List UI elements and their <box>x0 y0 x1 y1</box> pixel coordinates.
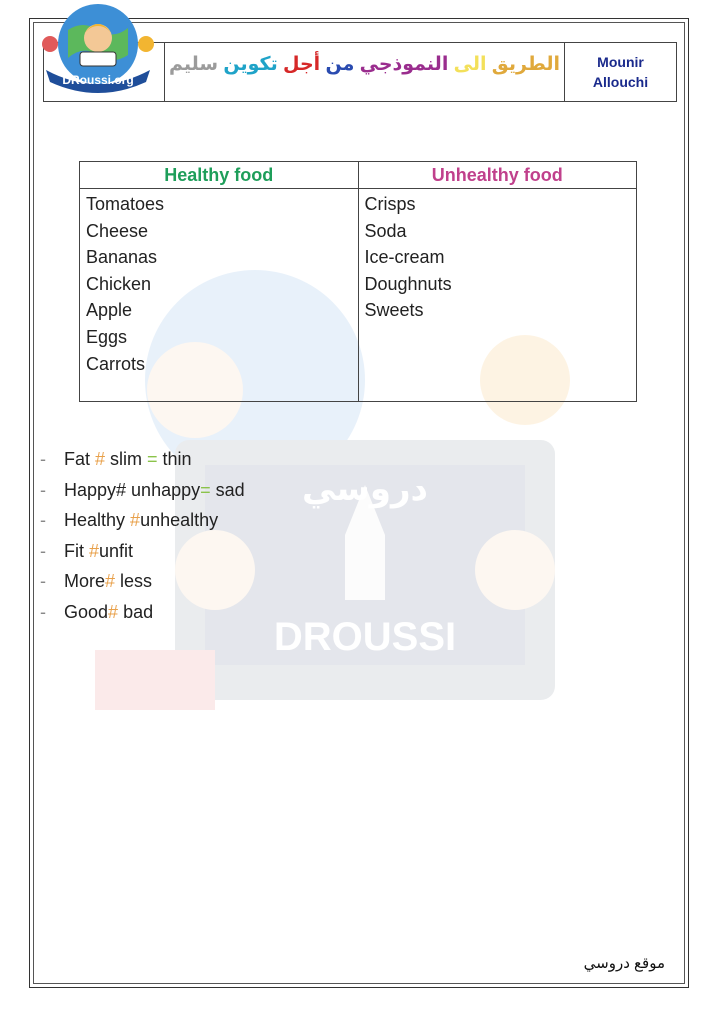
opposite-word: Fat <box>64 449 96 469</box>
list-dash: - <box>40 540 46 561</box>
opposite-symbol: # <box>108 601 119 622</box>
opposite-word: unhealthy <box>140 510 219 531</box>
synonym-symbol: = <box>200 479 211 500</box>
header-title <box>165 43 565 101</box>
opposite-word: More <box>64 571 106 592</box>
list-dash: - <box>40 510 46 531</box>
healthy-food-item: Tomatoes <box>86 194 165 214</box>
opposite-pair-text <box>64 505 218 536</box>
opposite-word: Good <box>64 601 109 622</box>
opposite-pair-text <box>64 566 152 597</box>
opposite-symbol: # <box>95 449 106 469</box>
opposite-word: Fit <box>64 540 89 561</box>
watermark-latin: DROUSSI <box>273 615 457 659</box>
opposite-word: unfit <box>99 540 134 561</box>
title-segment: من <box>320 53 355 75</box>
synonym-symbol: = <box>147 449 158 469</box>
opposite-word: less <box>115 571 153 592</box>
opposite-pair <box>40 505 440 536</box>
logo-text: DRoussi.org <box>62 73 134 87</box>
healthy-food-item: Bananas <box>86 247 158 268</box>
opposite-pair <box>40 475 440 506</box>
watermark-books <box>95 650 215 710</box>
healthy-food-item: Eggs <box>86 326 128 347</box>
logo-child-face-icon <box>84 24 112 52</box>
opposite-word: sad <box>210 479 245 500</box>
title-segment: الى <box>448 53 487 75</box>
opposite-pair <box>40 566 440 597</box>
list-dash: - <box>40 601 46 622</box>
title-segment: أجل <box>277 53 321 75</box>
title-segment: سليم <box>169 53 219 75</box>
header-author <box>565 43 676 101</box>
author-first-name: Mounir <box>597 54 644 70</box>
unhealthy-food-header: Unhealthy food <box>431 164 563 185</box>
unhealthy-food-item: Doughnuts <box>364 273 452 294</box>
watermark-child-right <box>475 530 555 610</box>
unhealthy-food-item: Ice-cream <box>364 247 445 268</box>
healthy-food-item: Apple <box>86 300 133 321</box>
opposite-pair-text <box>64 536 133 567</box>
unhealthy-food-item: Soda <box>364 220 407 241</box>
opposite-word: thin <box>157 449 192 469</box>
opposite-pair <box>40 597 440 628</box>
opposite-word: Happy# unhappy <box>64 479 201 500</box>
food-table-header <box>80 162 636 189</box>
unhealthy-food-item: Sweets <box>364 300 424 321</box>
droussi-logo <box>28 0 168 98</box>
opposite-symbol: # <box>130 510 141 531</box>
list-dash: - <box>40 479 46 500</box>
logo-kid-right-icon <box>138 36 154 52</box>
healthy-food-item: Chicken <box>86 273 152 294</box>
opposite-word: bad <box>118 601 154 622</box>
watermark-arabic: دروسي <box>302 469 428 509</box>
author-last-name: Allouchi <box>592 74 649 90</box>
title-segment: النموذجي <box>354 53 449 75</box>
opposite-pair-text <box>64 475 245 506</box>
opposites-list <box>40 444 440 628</box>
opposite-symbol: # <box>105 571 116 592</box>
list-dash: - <box>40 449 46 469</box>
unhealthy-food-item: Crisps <box>364 194 416 214</box>
healthy-food-column <box>80 189 359 401</box>
opposite-word: slim <box>105 449 148 469</box>
opposite-pair-text <box>64 444 192 475</box>
footer-site-name: موقع دروسي <box>583 955 665 972</box>
opposite-symbol: # <box>89 540 100 561</box>
healthy-food-item: Cheese <box>86 220 149 241</box>
logo-book-icon <box>80 52 116 66</box>
healthy-food-item: Carrots <box>86 353 146 374</box>
food-table-body <box>80 189 636 401</box>
opposite-pair-text <box>64 597 153 628</box>
list-dash: - <box>40 571 46 592</box>
unhealthy-food-column <box>359 189 637 401</box>
opposite-pair <box>40 444 440 475</box>
logo-kid-left-icon <box>42 36 58 52</box>
opposite-pair <box>40 536 440 567</box>
title-segment: تكوين <box>218 53 278 75</box>
food-table <box>79 161 637 402</box>
healthy-food-header: Healthy food <box>80 162 359 188</box>
title-segment: الطريق <box>486 53 560 75</box>
opposite-word: Healthy <box>64 510 131 531</box>
